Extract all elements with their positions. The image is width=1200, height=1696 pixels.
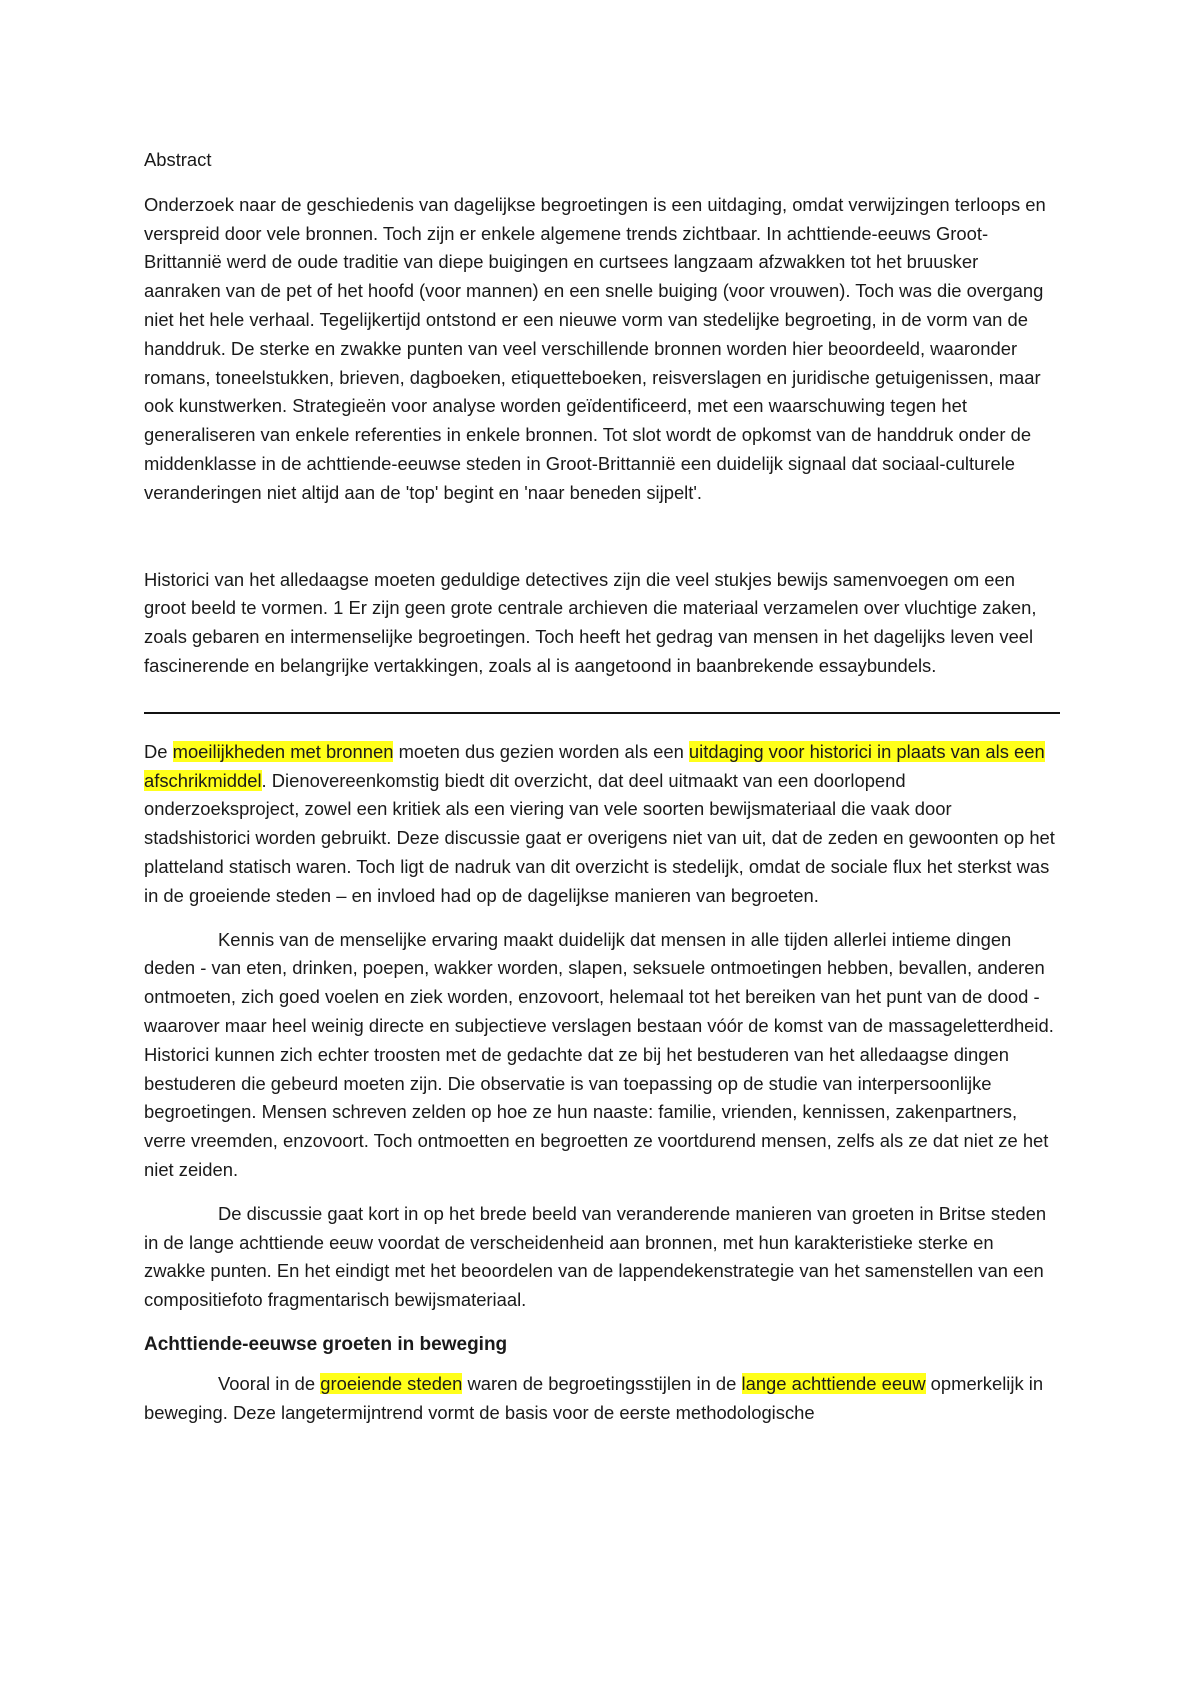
paragraph-section-body <box>144 1370 1060 1428</box>
text-run: Vooral in de <box>218 1372 321 1394</box>
highlight-growing-cities: groeiende steden <box>320 1372 463 1394</box>
text-run: moeten dus gezien worden als een <box>393 740 689 762</box>
section-heading: Achttiende-eeuwse groeten in beweging <box>144 1333 508 1355</box>
abstract-paragraph: Onderzoek naar de geschiedenis van dagelijkse begroetingen is een uitdaging, omdat verwijzingen terloops en verspreid door vele bronnen. Toch zijn er enkele algemene trends zichtbaar. In achttiende-eeuws Groot-Brittannië werd de oude traditie van diepe buigingen en curtsees langzaam afzwakken tot het bruusker aanraken van de pet of het hoofd (voor mannen) en een snelle buiging (voor vrouwen). Toch was die overgang niet het hele verhaal. Tegelijkertijd ontstond er een nieuwe vorm van stedelijke begroeting, in de vorm van de handdruk. De sterke en zwakke punten van veel verschillende bronnen worden hier beoordeeld, waaronder romans, toneelstukken, brieven, dagboeken, etiquetteboeken, reisverslagen en juridische getuigenissen, maar ook kunstwerken. Strategieën voor analyse worden geïdentificeerd, met een waarschuwing tegen het generaliseren van enkele referenties in enkele bronnen. Tot slot wordt de opkomst van de handdruk onder de middenklasse in de achttiende-eeuwse steden in Groot-Brittannië een duidelijk signaal dat sociaal-culturele veranderingen niet altijd aan de 'top' begint en 'naar beneden sijpelt'. <box>144 193 1046 503</box>
text-run: De <box>144 740 173 762</box>
abstract-title: Abstract <box>144 149 212 170</box>
intro-paragraph: Historici van het alledaagse moeten geduldige detectives zijn die veel stukjes bewijs samenvoegen om een groot beeld te vormen. 1 Er zijn geen grote centrale archieven die materiaal verzamelen over vluchtige zaken, zoals gebaren en intermenselijke begroetingen. Toch heeft het gedrag van mensen in het dagelijks leven veel fascinerende en belangrijke vertakkingen, zoals al is aangetoond in baanbrekende essaybundels. <box>144 568 1037 676</box>
highlight-challenge: uitdaging voor historici in plaats van als een afschrikmiddel <box>144 740 1045 791</box>
text-run: opmerkelijk in beweging. Deze langetermijntrend vormt de basis voor de eerste methodologische <box>144 1372 1044 1423</box>
highlight-long-eighteenth-century: lange achttiende eeuw <box>741 1372 926 1394</box>
highlight-difficulties: moeilijkheden met bronnen <box>172 740 394 762</box>
text-run: . Dienovereenkomstig biedt dit overzicht, dat deel uitmaakt van een doorlopend onderzoeksproject, zowel een kritiek als een viering van vele soorten bewijsmateriaal die vaak door stadshistorici worden gebruikt. Deze discussie gaat er overigens niet van uit, dat de zeden en gewoonten op het platteland statisch waren. Toch ligt de nadruk van dit overzicht is stedelijk, omdat de sociale flux het sterkst was in de groeiende steden – en invloed had op de dagelijkse manieren van begroeten. <box>144 769 1055 906</box>
paragraph-sources <box>144 738 1060 911</box>
paragraph-human-experience: Kennis van de menselijke ervaring maakt duidelijk dat mensen in alle tijden allerlei intieme dingen deden - van eten, drinken, poepen, wakker worden, slapen, seksuele ontmoetingen hebben, bevallen, anderen ontmoeten, zich goed voelen en ziek worden, enzovoort, helemaal tot het bereiken van het punt van de dood - waarover maar heel weinig directe en subjectieve verslagen bestaan vóór de komst van de massageletterdheid. Historici kunnen zich echter troosten met de gedachte dat ze bij het bestuderen van het alledaagse dingen bestuderen die gebeurd moeten zijn. Die observatie is van toepassing op de studie van interpersoonlijke begroetingen. Mensen schreven zelden op hoe ze hun naaste: familie, vrienden, kennissen, zakenpartners, verre vreemden, enzovoort. Toch ontmoetten en begroetten ze voortdurend mensen, zelfs als ze dat niet ze het niet zeiden. <box>144 928 1054 1180</box>
paragraph-discussion: De discussie gaat kort in op het brede beeld van veranderende manieren van groeten in Britse steden in de lange achttiende eeuw voordat de verscheidenheid aan bronnen, met hun karakteristieke sterke en zwakke punten. En het eindigt met het beoordelen van de lappendekenstrategie van het samenstellen van een compositiefoto fragmentarisch bewijsmateriaal. <box>144 1202 1047 1311</box>
horizontal-rule <box>144 712 1060 714</box>
text-run: waren de begroetingsstijlen in de <box>462 1372 742 1394</box>
